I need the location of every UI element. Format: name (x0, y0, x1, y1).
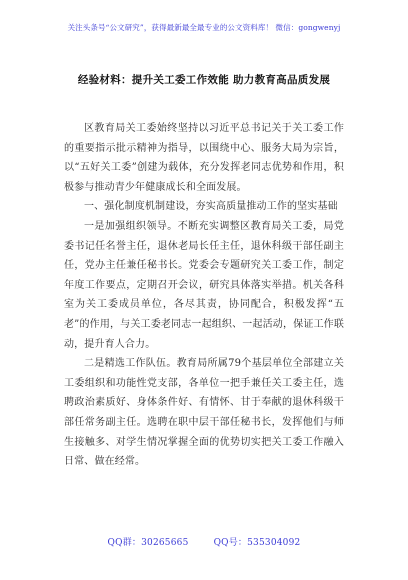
paragraph-team: 二是精选工作队伍。教育局所属79个基层单位全部建立关工委组织和功能性党支部，各单位一把手兼任关工委主任，选聘政治素质好、身体条件好、有情怀、甘于奉献的退休科级干部任常务副主任。选聘在职中层干部任秘书长，发挥他们与师生接触多、对学生情况掌握全面的优势切实把关工委工作融入日常、做在经常。 (64, 358, 344, 468)
paragraph-intro: 区教育局关工委始终坚持以习近平总书记关于关工委工作的重要指示批示精神为指导，以围绕中心、服务大局为宗旨，以“五好关工委”创建为载体，充分发挥老同志优势和作用，积极参与推动青少年健康成长和全面发展。 (64, 123, 344, 193)
footer-qq: QQ号：535304092 (213, 538, 301, 548)
section-heading-1: 一、强化制度机制建设，夯实高质量推动工作的坚实基础 (84, 201, 338, 213)
footer-contact (0, 535, 408, 548)
header-banner: 关注头条号“公文研究”，获得最新最全最专业的公文资料库！ 微信：gongwenyj (67, 23, 341, 32)
document-body (64, 119, 344, 472)
document-title: 经验材料：提升关工委工作效能 助力教育高品质发展 (77, 74, 331, 86)
footer-qq-group: QQ群：30265665 (107, 538, 189, 548)
paragraph-organization: 一是加强组织领导。不断充实调整区教育局关工委，局党委书记任名誉主任，退休老局长任主任，退休科级干部任副主任，党办主任兼任秘书长。党委会专题研究关工委工作，制定年度工作要点，定期召开会议，研究具体落实举措。机关各科室为关工委成员单位，各尽其责，协同配合，积极发挥“五老”的作用，与关工委老同志一起组织、一起活动，保证工作联动，提升育人合力。 (64, 220, 344, 350)
